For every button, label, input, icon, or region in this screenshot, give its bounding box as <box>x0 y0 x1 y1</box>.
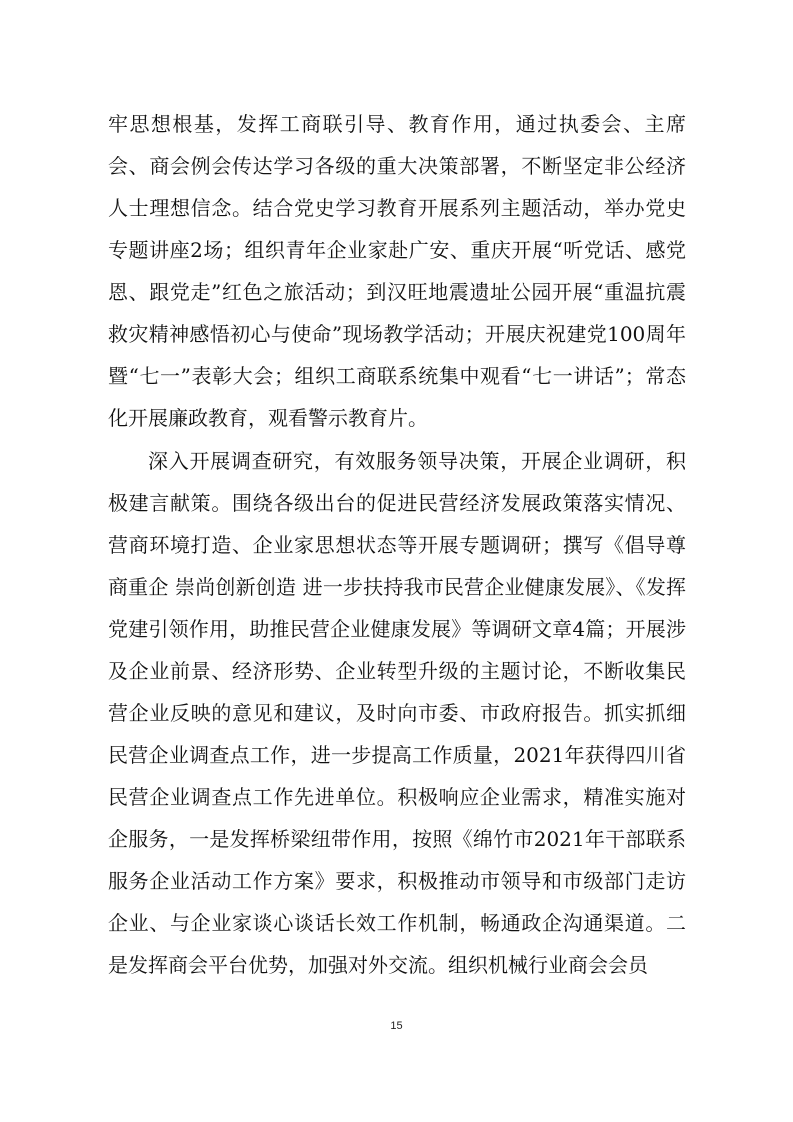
paragraph-1: 牢思想根基，发挥工商联引导、教育作用，通过执委会、主席会、商会例会传达学习各级的重大决策部署，不断坚定非公经济人士理想信念。结合党史学习教育开展系列主题活动，举办党史专题讲座2场；组织青年企业家赴广安、重庆开展“听党话、感党恩、跟党走”红色之旅活动；到汉旺地震遗址公园开展“重温抗震救灾精神感悟初心与使命”现场教学活动；开展庆祝建党100周年暨“七一”表彰大会；组织工商联系统集中观看“七一讲话”；常态化开展廉政教育，观看警示教育片。 <box>108 112 686 430</box>
body-text <box>108 103 686 986</box>
paragraph-2: 深入开展调查研究，有效服务领导决策，开展企业调研，积极建言献策。围绕各级出台的促进民营经济发展政策落实情况、营商环境打造、企业家思想状态等开展专题调研；撰写《倡导尊商重企 崇尚创新创造 进一步扶持我市民营企业健康发展》、《发挥党建引领作用，助推民营企业健康发展》等调研文章4篇；开展涉及企业前景、经济形势、企业转型升级的主题讨论，不断收集民营企业反映的意见和建议，及时向市委、市政府报告。抓实抓细民营企业调查点工作，进一步提高工作质量，2021年获得四川省民营企业调查点工作先进单位。积极响应企业需求，精准实施对企服务，一是发挥桥梁纽带作用，按照《绵竹市2021年干部联系服务企业活动工作方案》要求，积极推动市领导和市级部门走访企业、与企业家谈心谈话长效工作机制，畅通政企沟通渠道。二是发挥商会平台优势，加强对外交流。组织机械行业商会会员 <box>108 449 686 977</box>
page-number: 15 <box>390 1020 403 1032</box>
